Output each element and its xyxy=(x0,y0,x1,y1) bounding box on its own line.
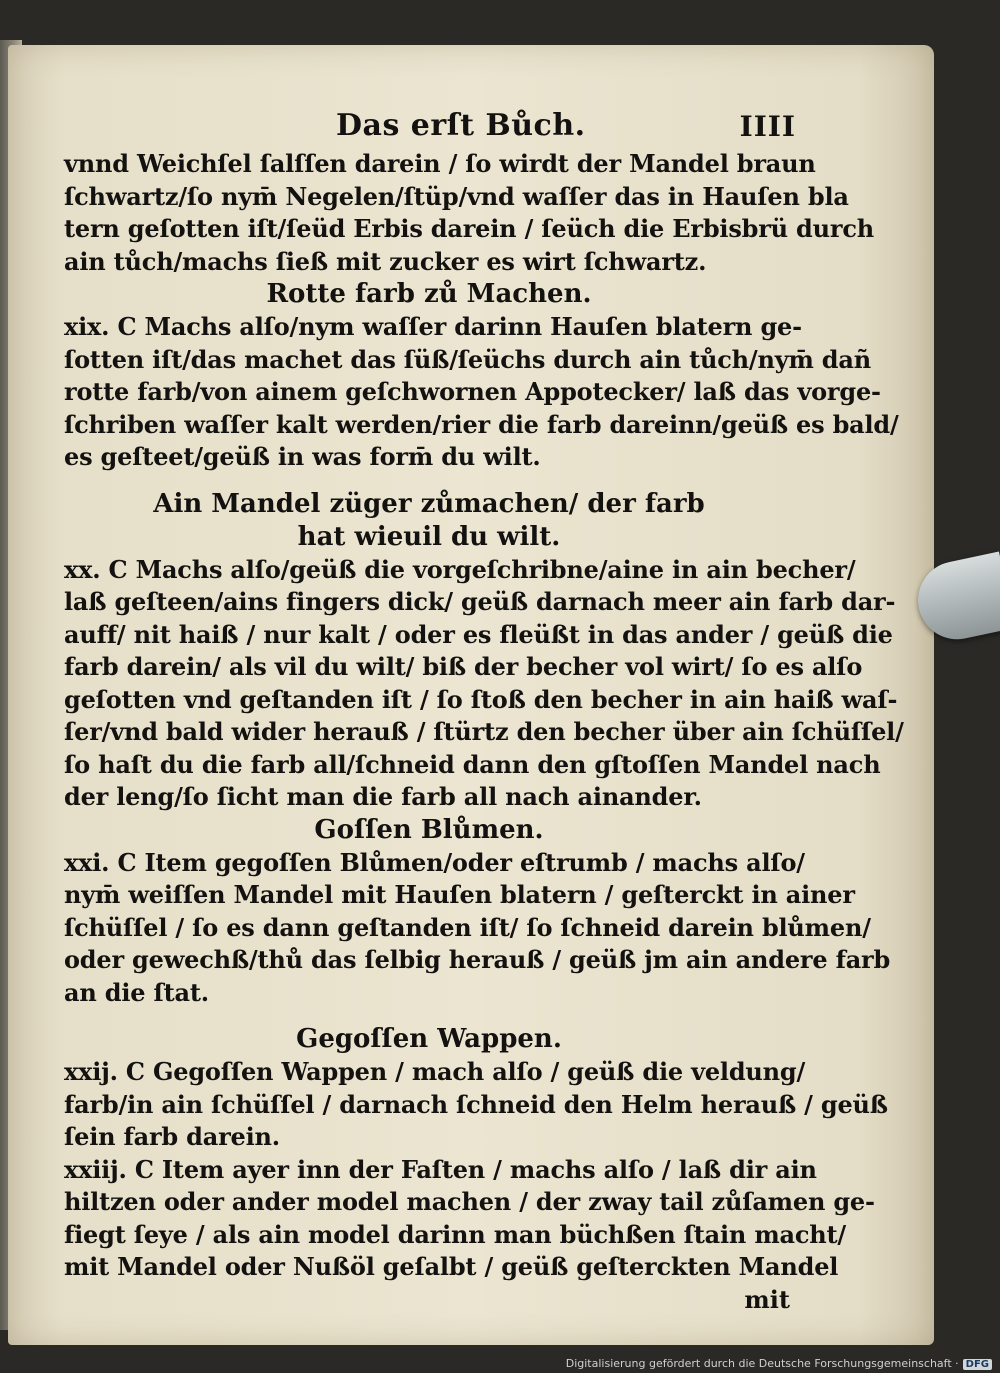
text-line: farb/in ain ſchüſſel / darnach ſchneid den Helm herauß / geüß xyxy=(64,1089,888,1119)
page-text xyxy=(64,108,904,1316)
text-line: ſchüſſel / ſo es dann geſtanden iſt/ ſo ſchneid darein blůmen/ xyxy=(64,912,871,942)
text-line: ſein farb darein. xyxy=(64,1122,280,1151)
text-line: xxiij. C Item ayer inn der Faſten / machs alſo / laß dir ain xyxy=(64,1154,817,1184)
text-line: vnnd Weichſel ſalſſen darein / ſo wirdt der Mandel braun xyxy=(64,149,816,178)
text-line: hiltzen oder ander model machen / der zway tail zůſamen ge- xyxy=(64,1187,875,1216)
text-line: xxi. C Item gegoſſen Blůmen/oder eſtrumb / machs alſo/ xyxy=(64,847,805,877)
text-line: ſchwartz/ſo nym̄ Negelen/ſtüp/vnd waſſer das in Hauſen bla xyxy=(64,181,849,211)
paragraph xyxy=(64,1056,888,1154)
running-title: Das erſt Bůch. xyxy=(336,108,586,143)
text-line: laß geſteen/ains fingers dick/ geüß darnach meer ain farb dar- xyxy=(64,587,896,616)
footer-text: Digitalisierung gefördert durch die Deutsche Forschungsgemeinschaft · xyxy=(565,1357,959,1370)
text-line: geſotten vnd geſtanden iſt / ſo ſtoß den becher in ain haiß waſ- xyxy=(64,684,898,714)
section-heading: Rotte farb zů Machen. xyxy=(266,279,592,309)
text-line: oder gewechß/thů das ſelbig herauß / geüß jm ain andere farb xyxy=(64,945,891,974)
paragraph xyxy=(64,847,891,1010)
text-line: ain tůch/machs ſieß mit zucker es wirt ſchwartz. xyxy=(64,246,707,276)
section-heading: Ain Mandel züger zůmachen/ der farb xyxy=(153,488,705,519)
running-head xyxy=(64,108,794,148)
section-heading: Goſſen Blůmen. xyxy=(314,814,544,845)
paragraph xyxy=(64,311,899,474)
catchword: mit xyxy=(744,1284,790,1314)
text-line: ſo haſt du die farb all/ſchneid dann den gſtoſſen Mandel nach xyxy=(64,749,881,779)
paragraph xyxy=(64,1154,875,1284)
text-line: nym̄ weiſſen Mandel mit Hauſen blatern / geſterckt in ainer xyxy=(64,880,855,909)
text-line: xxij. C Gegoſſen Wappen / mach alſo / geüß die veldung/ xyxy=(64,1057,806,1086)
section-heading: Gegoſſen Wappen. xyxy=(296,1024,562,1054)
text-line: der leng/ſo ſicht man die farb all nach ainander. xyxy=(64,782,702,811)
text-line: mit Mandel oder Nußöl geſalbt / geüß geſterckten Mandel xyxy=(64,1252,839,1281)
section-heading-continued: hat wieuil du wilt. xyxy=(297,521,561,552)
dfg-logo: DFG xyxy=(963,1359,992,1370)
text-line: fiegt ſeye / als ain model darinn man büchßen ſtain macht/ xyxy=(64,1219,846,1249)
paragraph xyxy=(64,148,874,278)
text-line: ſer/vnd bald wider herauß / ſtürtz den becher über ain ſchüſſel/ xyxy=(64,717,904,746)
page-number: IIII xyxy=(739,110,796,143)
text-line: es geſteet/geüß in was form̄ du wilt. xyxy=(64,442,541,471)
text-line: farb darein/ als vil du wilt/ biß der becher vol wirt/ ſo es alſo xyxy=(64,652,863,681)
text-line: xx. C Machs alſo/geüß die vorgeſchribne/aine in ain becher/ xyxy=(64,554,856,584)
catchword-row xyxy=(64,1284,794,1316)
text-line: xix. C Machs alſo/nym waſſer darinn Hauſen blatern ge- xyxy=(64,312,802,341)
footer-credit xyxy=(566,1357,992,1370)
text-line: tern geſotten iſt/ſeüd Erbis darein / ſeüch die Erbisbrü durch xyxy=(64,214,874,243)
text-line: auff/ nit haiß / nur kalt / oder es fleüßt in das ander / geüß die xyxy=(64,619,893,649)
text-line: ſchriben waſſer kalt werden/rier die farb dareinn/geüß es bald/ xyxy=(64,409,899,439)
text-line: an die ſtat. xyxy=(64,977,209,1007)
text-line: ſotten iſt/das machet das ſüß/ſeüchs durch ain tůch/nym̄ dañ xyxy=(64,344,871,374)
paragraph xyxy=(64,554,904,814)
text-line: rotte farb/von ainem geſchwornen Appotecker/ laß das vorge- xyxy=(64,377,881,406)
